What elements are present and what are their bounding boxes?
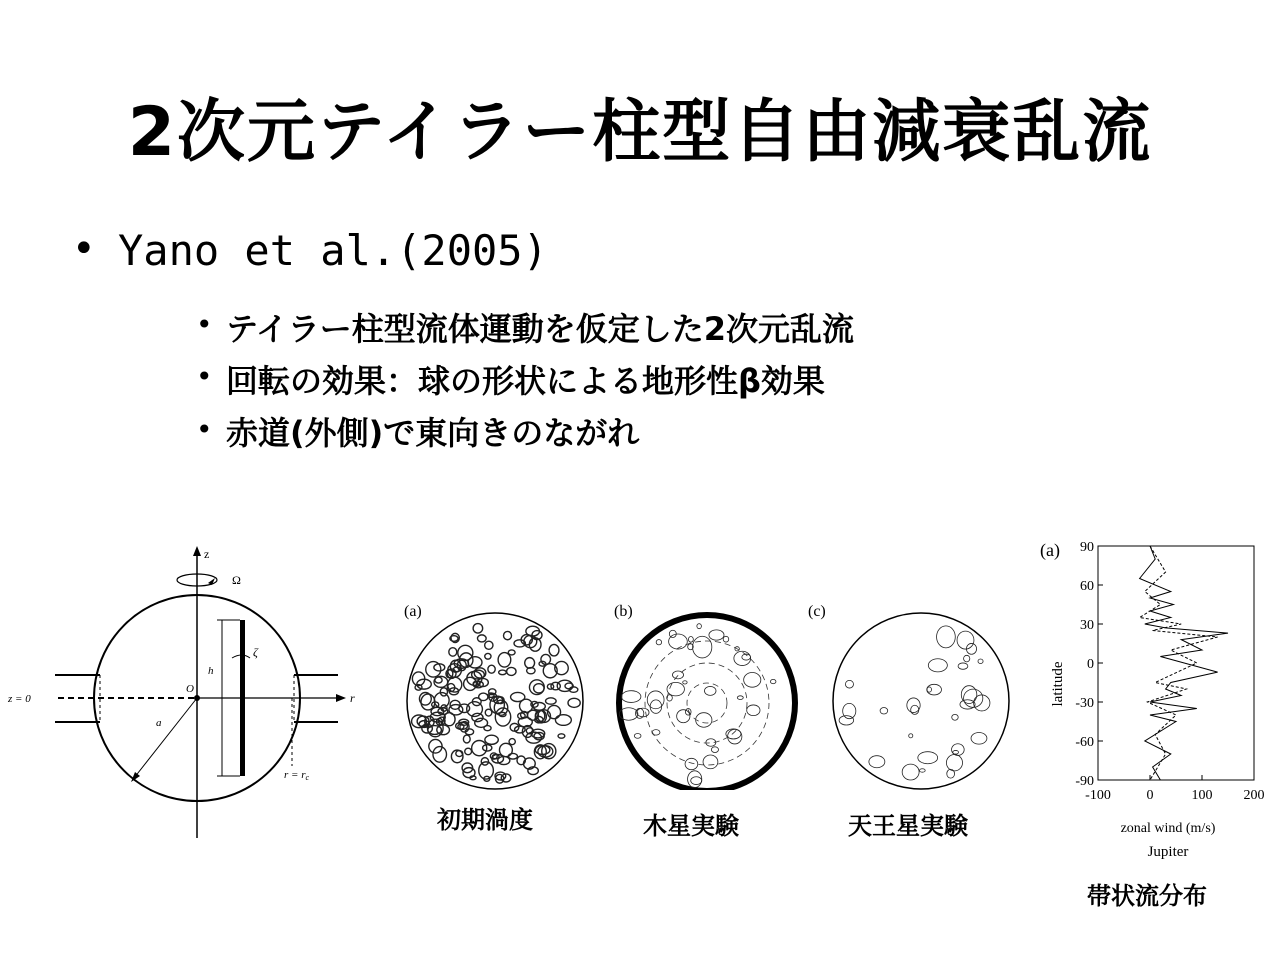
height-label: h: [208, 665, 214, 677]
rc-subscript: c: [305, 773, 310, 782]
caption-zonal-flow: 帯状流分布: [1087, 882, 1207, 910]
x-tick-label: 200: [1243, 788, 1265, 803]
caption-uranus-experiment: 天王星実験: [848, 812, 968, 840]
vorticity-disc-initial: [407, 613, 583, 789]
svg-text:r = rc: [284, 769, 309, 782]
x-tick-label: -100: [1085, 788, 1111, 803]
wind-series-line: [1140, 546, 1228, 780]
bullet-dot: •: [72, 226, 96, 272]
r-axis-label: r: [350, 691, 355, 705]
radius-label: a: [156, 717, 162, 729]
caption-initial-vorticity: 初期渦度: [437, 806, 533, 834]
y-tick-label: 30: [1080, 618, 1094, 633]
y-tick-label: 60: [1080, 579, 1094, 594]
z0-label: z = 0: [8, 693, 31, 705]
panel-label-c: (c): [808, 603, 826, 620]
zeta-label: ζ: [253, 645, 258, 659]
y-tick-label: 0: [1087, 657, 1094, 672]
y-tick-label: -30: [1075, 696, 1094, 711]
panel-label-b: (b): [614, 603, 633, 620]
sub-bullet-3: 赤道(外側)で東向きのながれ: [226, 414, 640, 452]
chart-panel-label: (a): [1040, 540, 1060, 560]
y-tick-label: -60: [1075, 735, 1094, 750]
vorticity-panels: [400, 600, 1030, 790]
x-axis-title: zonal wind (m/s): [1120, 821, 1216, 836]
sub-bullet-1: テイラー柱型流体運動を仮定した2次元乱流: [226, 310, 855, 348]
sub-bullet-dot: •: [196, 413, 213, 446]
zonal-wind-chart: [1036, 534, 1280, 864]
sub-bullet-2: 回転の効果：球の形状による地形性β効果: [226, 362, 825, 400]
taylor-column-schematic: [0, 540, 370, 850]
y-tick-label: 90: [1080, 540, 1094, 555]
wind-series-line: [1140, 546, 1218, 780]
x-tick-label: 100: [1191, 788, 1213, 803]
omega-label: Ω: [232, 573, 241, 587]
slide-title: 2次元テイラー柱型自由減衰乱流: [127, 93, 1153, 172]
vorticity-disc-uranus: [833, 613, 1009, 789]
plot-frame: [1098, 546, 1254, 780]
x-tick-label: 0: [1146, 788, 1154, 803]
sub-bullet-dot: •: [196, 360, 213, 393]
vorticity-disc-jupiter: [619, 615, 795, 790]
bullet-reference: Yano et al.(2005): [118, 226, 548, 275]
rc-label: r = r: [284, 769, 306, 781]
chart-subtitle: Jupiter: [1147, 844, 1189, 860]
sub-bullet-dot: •: [196, 308, 213, 341]
origin-label: O: [186, 683, 194, 695]
y-tick-label: -90: [1075, 774, 1094, 789]
y-axis-title: latitude: [1050, 661, 1066, 707]
panel-label-a: (a): [404, 603, 422, 620]
caption-jupiter-experiment: 木星実験: [643, 812, 739, 840]
z-axis-label: z: [204, 547, 210, 561]
